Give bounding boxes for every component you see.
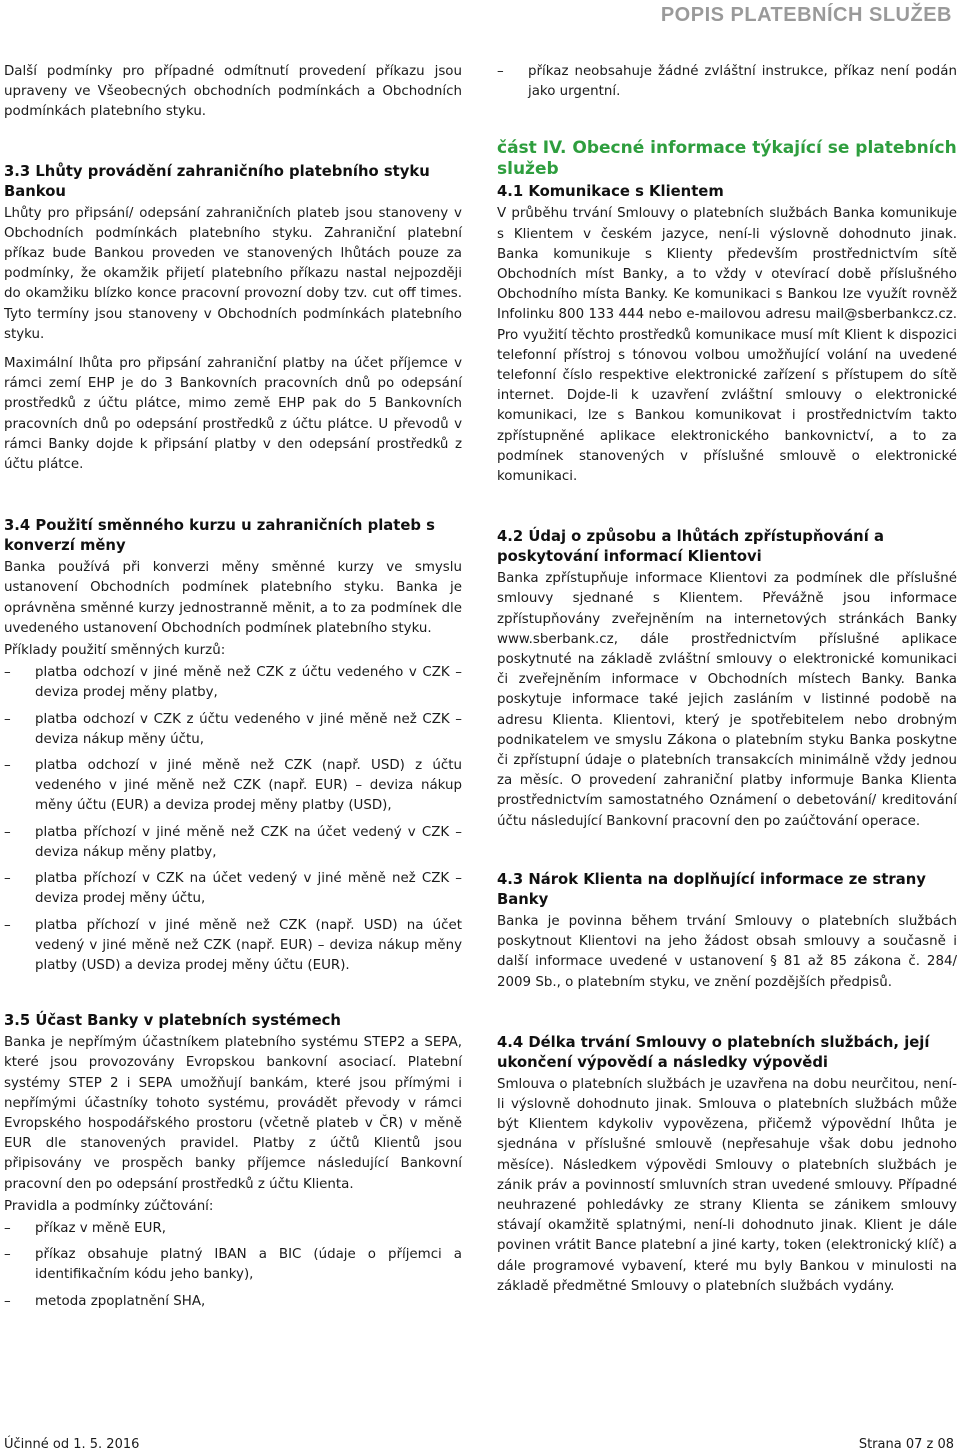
footer-page-number: Strana 07 z 08 — [858, 1437, 954, 1452]
section-3-4-title: 3.4 Použití směnného kurzu u zahraničních plateb s konverzí měny — [4, 517, 435, 555]
section-3-3-paragraph-2: Maximální lhůta pro připsání zahraniční platby na účet příjemce v rámci zemí EHP je do 3 Bankovních pracovních dnů po odepsání prostředků z účtu plátce, mimo země EHP pak do 5 Bankovních pracovních dnů po odepsání prostředků z účtu plátce. U převodů v rámci Banky dojde k připsání platby v den odepsání prostředků z účtu plátce. — [4, 356, 462, 473]
list-item: – příkaz neobsahuje žádné zvláštní instrukce, příkaz není podán jako urgentní. — [497, 62, 957, 102]
list-item: – platba příchozí v CZK na účet vedený v jiné měně než CZK – deviza prodej měny účtu, — [4, 869, 462, 909]
section-4-4-paragraph: Smlouva o platebních službách je uzavřena na dobu neurčitou, není-li výslovně dohodnuto jinak. Smlouva o platebních službách může být Klientem kdykoliv vypovězena, přičemž výpovědní lhůta je sjednána v příslušné smlouvě (nepřesahuje však dobu jednoho měsíce). Následkem výpovědi Smlouvy o platebních službách je zánik práv a povinností smluvních stran uvedené smlouvy. Případné neuhrazené pohledávky ze strany Klienta se zánikem smlouvy stávají okamžitě splatnými, není-li dohodnuto jinak. Klient je dále povinen vrátit Bance platební a jiné karty, token (elektronický klíč) a dále programové vybavení, které mu byly Bankou v minulosti na základě předmětné Smlouvy o platebních službách vydány. — [497, 1076, 957, 1294]
section-4-1-title: 4.1 Komunikace s Klientem — [497, 183, 724, 201]
section-3-3-title: 3.3 Lhůty provádění zahraničního platebního styku Bankou — [4, 162, 430, 200]
section-4-1-paragraph: V průběhu trvání Smlouvy o platebních službách Banka komunikuje s Klientem v českém jazyce, není-li výslovně dohodnuto jinak. Banka komunikuje s Klienty především prostřednictvím sítě Obchodních míst Banky, a to vždy v otevírací době příslušného Obchodního místa Banky. Ke komunikaci s Bankou lze využít rovněž Infolinku 800 133 444 nebo e-mailovou adresu mail@sberbankcz.cz. Pro využití těchto prostředků komunikace musí mít Klient k dispozici telefonní přístroj s tónovou volbou umožňující volání na uvedené telefonní číslo respektive elektronické zařízení s přístupem do sítě internet. Dojde-li k uzavření zvláštní smlouvy o elektronické komunikaci, lze s Bankou komunikovat i prostřednictvím takto zpřístupněné aplikace elektronického bankovnictví, a to za podmínek stanovených v příslušné smlouvě o elektronické komunikaci. — [497, 206, 957, 485]
part-4-title: část IV. Obecné informace týkající se platebních služeb — [497, 138, 957, 180]
section-3-5-paragraph-1: Banka je nepřímým účastníkem platebního systému STEP2 a SEPA, které jsou provozovány Evropskou bankovní asociací. Platební systémy STEP 2 i SEPA umožňují bankám, které jsou přímými i nepřímými účastníky tohoto systému, provádět převody v rámci Evropského hospodářského prostoru (včetně plateb v ČR) v měně EUR dle stanovených pravidel. Platby z účtů Klientů jsou připisovány ve prospěch banky příjemce následující Bankovní pracovní den po odepsání prostředků z účtu Klienta. — [4, 1035, 462, 1192]
section-3-4-examples-label: Příklady použití směnných kurzů: — [4, 643, 226, 659]
list-item: – metoda zpoplatnění SHA, — [4, 1292, 462, 1312]
exchange-rate-examples-list — [4, 663, 462, 976]
settlement-rules-list-continued — [497, 62, 957, 102]
list-item: – platba odchozí v jiné měně než CZK z účtu vedeného v CZK – deviza prodej měny platby, — [4, 663, 462, 703]
section-3-5-rules-label: Pravidla a podmínky zúčtování: — [4, 1198, 214, 1214]
section-4-3-paragraph: Banka je povinna během trvání Smlouvy o platebních službách poskytnout Klientovi na jeho žádost obsah smlouvy a současně i další informace uvedené v ustanovení § 81 až 85 zákona č. 284/ 2009 Sb., o platebním styku, ve znění pozdějších předpisů. — [497, 913, 957, 990]
right-column — [497, 62, 957, 1306]
section-4-2-paragraph: Banka zpřístupňuje informace Klientovi za podmínek dle příslušné smlouvy sjednané s Klientem. Převážně jsou informace zpřístupňovány zveřejněním na internetových stránkách Banky www.sberbank.cz, dále prostřednictvím příslušné aplikace poskytnuté na základě zvláštní smlouvy o elektronické komunikaci či zveřejněním informace v Obchodních místech Banky. Banka poskytuje informace také jejich zasláním v listinné podobě na adresu Klienta. Klientovi, který je spotřebitelem nebo drobným podnikatelem ve smyslu Zákona o platebním styku Banka poskytne či zpřístupní údaje o platebních transakcích minimálně vždy jednou za měsíc. O provedení zahraniční platby informuje Banka Klienta prostřednictvím samostatného Oznámení o debetování/ kreditování účtu následující Bankovní pracovní den po zaúčtování operace. — [497, 571, 957, 829]
settlement-rules-list — [4, 1219, 462, 1312]
intro-paragraph: Další podmínky pro případné odmítnutí provedení příkazu jsou upraveny ve Všeobecných obchodních podmínkách a Obchodních podmínkách platebního styku. — [4, 64, 462, 120]
section-4-2-title: 4.2 Údaj o způsobu a lhůtách zpřístupňování a poskytování informací Klientovi — [497, 528, 884, 566]
list-item: – příkaz obsahuje platný IBAN a BIC (údaje o příjemci a identifikačním kódu jeho banky), — [4, 1245, 462, 1285]
list-item: – platba odchozí v CZK z účtu vedeného v jiné měně než CZK – deviza nákup měny účtu, — [4, 710, 462, 750]
section-3-4-paragraph-1: Banka používá při konverzi měny směnné kurzy ve smyslu ustanovení Obchodních podmínek platebního styku. Banka je oprávněna směnné kurzy jednostranně měnit, a to za podmínek dle uvedeného ustanovení Obchodních podmínek platebního styku. — [4, 560, 462, 636]
section-4-3-title: 4.3 Nárok Klienta na doplňující informace ze strany Banky — [497, 870, 926, 908]
page-header-title: POPIS PLATEBNÍCH SLUŽEB — [660, 4, 952, 26]
list-item: – platba příchozí v jiné měně než CZK na účet vedený v CZK – deviza nákup měny platby, — [4, 823, 462, 863]
list-item: – platba odchozí v jiné měně než CZK (např. USD) z účtu vedeného v jiné měně než CZK (např. EUR) – deviza nákup měny účtu (EUR) a deviza prodej měny platby (USD), — [4, 756, 462, 817]
section-3-3-paragraph-1: Lhůty pro připsání/ odepsání zahraničních plateb jsou stanoveny v Obchodních podmínkách platebního styku. Zahraniční platební příkaz bude Bankou proveden ve stanovených lhůtách pouze za podmínky, že okamžik přijetí platebního příkazu nastal nejpozději do okamžiku blízko konce pracovní provozní doby tzv. cut off times. Tyto termíny jsou stanoveny v Obchodních podmínkách platebního styku. — [4, 205, 462, 342]
footer-effective-date: Účinné od 1. 5. 2016 — [4, 1437, 140, 1452]
left-column — [4, 62, 462, 1318]
list-item: – příkaz v měně EUR, — [4, 1219, 462, 1239]
section-4-4-title: 4.4 Délka trvání Smlouvy o platebních službách, její ukončení výpovědí a následky výpovědi — [497, 1033, 930, 1071]
list-item: – platba příchozí v jiné měně než CZK (např. USD) na účet vedený v jiné měně než CZK (např. EUR) – deviza nákup měny platby (USD) a deviza prodej měny účtu (EUR). — [4, 916, 462, 977]
section-3-5-title: 3.5 Účast Banky v platebních systémech — [4, 1012, 341, 1030]
